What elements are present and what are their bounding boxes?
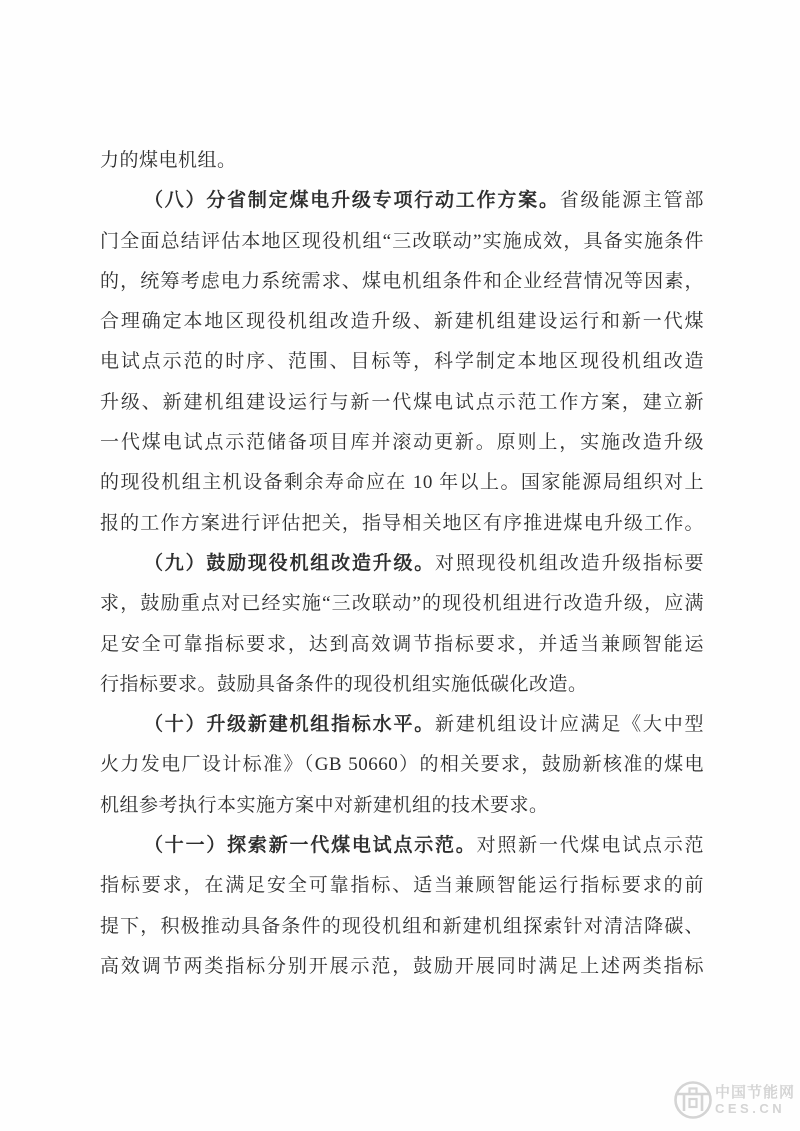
document-line [100, 504, 704, 544]
watermark-site-domain: CES.CN [714, 1101, 786, 1116]
paragraph-text: 新建机组设计应满足《大中型 [435, 714, 704, 736]
watermark-text [715, 1084, 795, 1116]
document-line [100, 584, 704, 624]
paragraph-text: 力的煤电机组。 [100, 150, 237, 171]
paragraph-text: 对照现役机组改造升级指标要 [435, 552, 704, 574]
document-line [100, 181, 704, 221]
paragraph-text: 门全面总结评估本地区现役机组“三改联动”实施成效，具备实施条件 [100, 230, 704, 252]
document-line [100, 423, 704, 463]
paragraph-text: 报的工作方案进行评估把关，指导相关地区有序推进煤电升级工作。 [100, 512, 704, 534]
paragraph-text: 足安全可靠指标要求，达到高效调节指标要求，并适当兼顾智能运 [100, 633, 704, 655]
paragraph-text: 火力发电厂设计标准》（GB 50660）的相关要求，鼓励新核准的煤电 [100, 754, 704, 776]
paragraph-heading: （十）升级新建机组指标水平。 [144, 714, 436, 736]
paragraph-text: 省级能源主管部 [559, 190, 704, 212]
document-line [100, 947, 704, 987]
paragraph-text: 机组参考执行本实施方案中对新建机组的技术要求。 [100, 794, 549, 816]
paragraph-text: 指标要求，在满足安全可靠指标、适当兼顾智能运行指标要求的前 [100, 875, 704, 897]
paragraph-text: 行指标要求。鼓励具备条件的现役机组实施低碳化改造。 [100, 673, 588, 695]
paragraph-heading: （九）鼓励现役机组改造升级。 [144, 552, 436, 574]
watermark-site-name: 中国节能网 [714, 1084, 795, 1101]
document-line [100, 786, 704, 826]
document-line [100, 907, 704, 947]
document-line [100, 745, 704, 785]
paragraph-text: 电试点示范的时序、范围、目标等，科学制定本地区现役机组改造 [100, 351, 704, 373]
paragraph-heading: （十一）探索新一代煤电试点示范。 [144, 835, 477, 857]
document-line [100, 383, 704, 423]
document-line [100, 544, 704, 584]
paragraph-text: 高效调节两类指标分别开展示范，鼓励开展同时满足上述两类指标 [100, 955, 704, 977]
paragraph-text: 的，统筹考虑电力系统需求、煤电机组条件和企业经营情况等因素， [100, 270, 704, 292]
document-line [100, 463, 704, 503]
paragraph-text: 求，鼓励重点对已经实施“三改联动”的现役机组进行改造升级，应满 [100, 593, 704, 615]
paragraph-text: 合理确定本地区现役机组改造升级、新建机组建设运行和新一代煤 [100, 311, 704, 333]
watermark [673, 1080, 795, 1120]
document-body [100, 141, 704, 987]
paragraph-text: 一代煤电试点示范储备项目库并滚动更新。原则上，实施改造升级 [100, 432, 704, 454]
paragraph-text: 的现役机组主机设备剩余寿命应在 10 年以上。国家能源局组织对上 [100, 472, 704, 494]
document-line [100, 866, 704, 906]
document-line [100, 705, 704, 745]
paragraph-text: 对照新一代煤电试点示范 [476, 835, 704, 857]
document-line [100, 826, 704, 866]
document-line [100, 625, 704, 665]
document-line [100, 262, 704, 302]
document-line [100, 302, 704, 342]
document-line [100, 141, 704, 181]
document-line [100, 665, 704, 705]
ces-emblem-icon [673, 1080, 713, 1120]
paragraph-heading: （八）分省制定煤电升级专项行动工作方案。 [144, 190, 560, 212]
paragraph-text: 提下，积极推动具备条件的现役机组和新建机组探索针对清洁降碳、 [100, 915, 704, 937]
paragraph-text: 升级、新建机组建设运行与新一代煤电试点示范工作方案，建立新 [100, 391, 704, 413]
document-line [100, 222, 704, 262]
document-line [100, 342, 704, 382]
